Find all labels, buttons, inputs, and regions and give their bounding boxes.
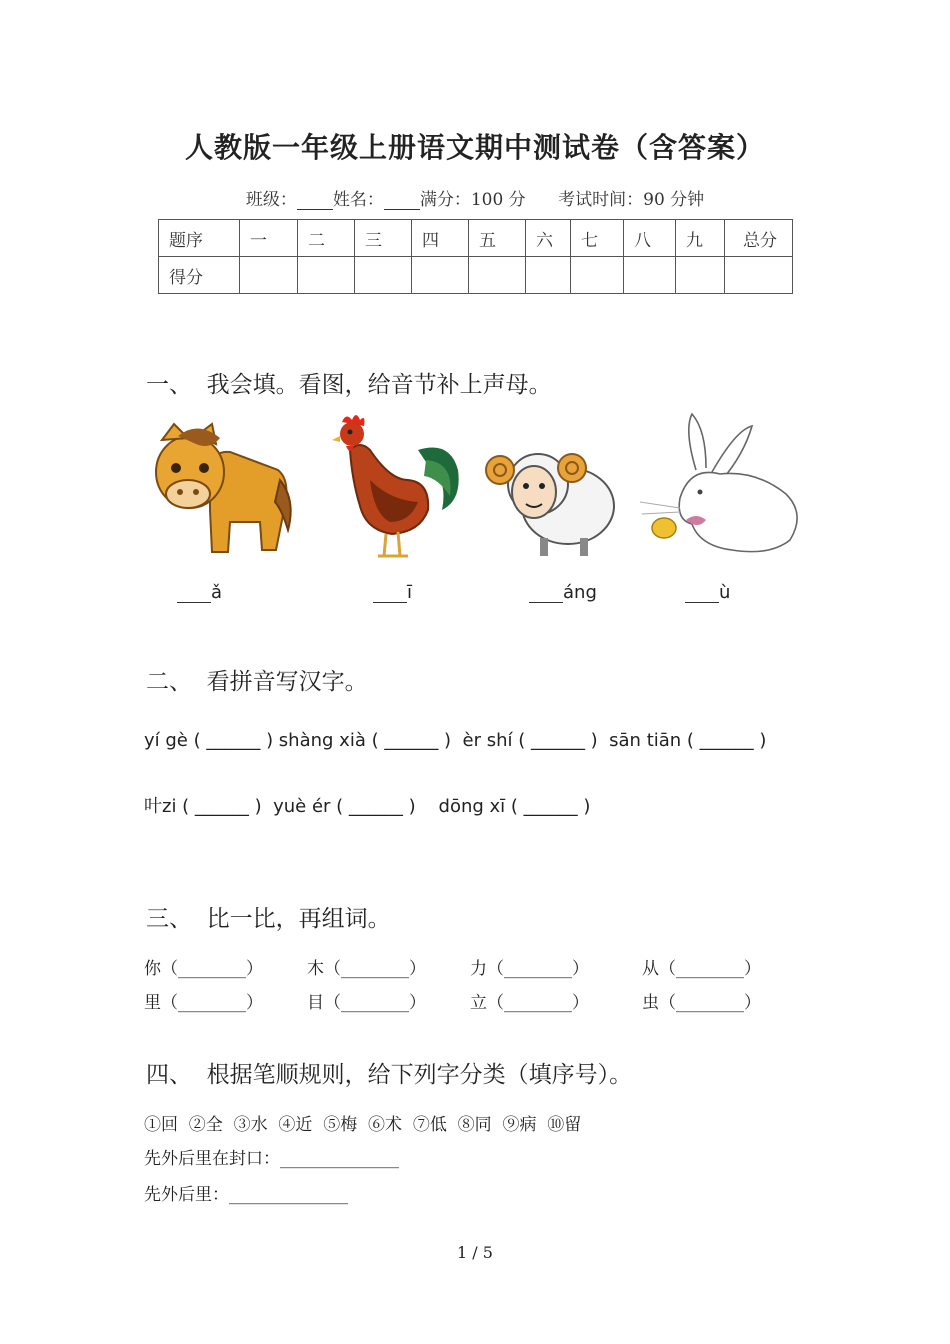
table-cell: 八 [624, 220, 676, 257]
table-cell: 二 [298, 220, 355, 257]
score-cell[interactable] [298, 257, 355, 294]
table-cell: 六 [526, 220, 571, 257]
table-cell: 五 [469, 220, 526, 257]
table-cell: 七 [571, 220, 624, 257]
classification-q2[interactable]: 先外后里：______________ [144, 1185, 348, 1205]
score-table-score-row [159, 257, 793, 294]
score-cell[interactable] [676, 257, 725, 294]
word-item[interactable]: 虫（________） [642, 993, 761, 1013]
table-cell: 一 [240, 220, 298, 257]
section-number: 一、 [146, 372, 192, 398]
pinyin-row-1[interactable]: yí gè ( ______ ) shàng xià ( ______ ) èr shí ( ______ ) sān tiān ( ______ ) [144, 730, 767, 751]
pinyin-blank-1[interactable] [177, 582, 222, 603]
word-item[interactable]: 里（________） [144, 993, 263, 1013]
rabbit-icon [640, 410, 805, 565]
section-title: 我会填。看图，给音节补上声母。 [206, 372, 552, 398]
name-label: 姓名： [332, 190, 384, 210]
pinyin-final: áng [563, 582, 597, 603]
section-number: 三、 [146, 906, 192, 932]
horse-icon [150, 410, 295, 565]
score-table [158, 219, 793, 294]
word-item[interactable]: 你（________） [144, 959, 263, 979]
table-cell: 总分 [725, 220, 793, 257]
section2-heading [146, 663, 368, 696]
section-title: 看拼音写汉字。 [206, 669, 368, 695]
pinyin-blank-2[interactable] [373, 582, 412, 603]
table-cell: 九 [676, 220, 725, 257]
score-cell[interactable] [412, 257, 469, 294]
word-item[interactable]: 力（________） [470, 959, 589, 979]
section4-heading [146, 1056, 632, 1089]
exam-time: 考试时间：90 分钟 [558, 190, 705, 210]
exam-meta [0, 185, 950, 210]
pinyin-blank-3[interactable] [529, 582, 597, 603]
word-item[interactable]: 木（________） [307, 959, 426, 979]
character-list: ①回 ②全 ③水 ④近 ⑤梅 ⑥术 ⑦低 ⑧同 ⑨病 ⑩留 [144, 1115, 582, 1135]
word-item[interactable]: 立（________） [470, 993, 589, 1013]
section-title: 比一比，再组词。 [206, 906, 391, 932]
page-title: 人教版一年级上册语文期中测试卷（含答案） [184, 131, 765, 164]
score-cell[interactable] [469, 257, 526, 294]
table-cell: 三 [355, 220, 412, 257]
word-item[interactable]: 从（________） [642, 959, 761, 979]
table-cell: 题序 [159, 220, 240, 257]
section-number: 四、 [146, 1062, 192, 1088]
class-blank[interactable] [297, 195, 333, 210]
score-cell[interactable] [624, 257, 676, 294]
score-table-header-row [159, 220, 793, 257]
pinyin-row-2[interactable]: 叶zi ( ______ ) yuè ér ( ______ ) dōng xī ( ______ ) [144, 796, 591, 817]
class-label: 班级： [245, 190, 297, 210]
page-number: 1 / 5 [457, 1243, 493, 1262]
section-title: 根据笔顺规则，给下列字分类（填序号）。 [206, 1062, 633, 1088]
score-cell[interactable] [725, 257, 793, 294]
name-blank[interactable] [384, 195, 420, 210]
full-score: 满分：100 分 [419, 190, 526, 210]
section-number: 二、 [146, 669, 192, 695]
table-cell: 得分 [159, 257, 240, 294]
table-cell: 四 [412, 220, 469, 257]
pinyin-final: ǎ [211, 582, 223, 603]
section1-heading [146, 366, 552, 399]
pinyin-blank-4[interactable] [685, 582, 730, 603]
score-cell[interactable] [571, 257, 624, 294]
pinyin-final: ù [719, 582, 731, 603]
word-item[interactable]: 目（________） [307, 993, 426, 1013]
rooster-icon [330, 410, 465, 565]
pinyin-final: ī [407, 582, 413, 603]
score-cell[interactable] [526, 257, 571, 294]
classification-q1[interactable]: 先外后里在封口：______________ [144, 1149, 399, 1169]
sheep-icon [480, 410, 620, 565]
score-cell[interactable] [355, 257, 412, 294]
score-cell[interactable] [240, 257, 298, 294]
section3-heading [146, 900, 391, 933]
